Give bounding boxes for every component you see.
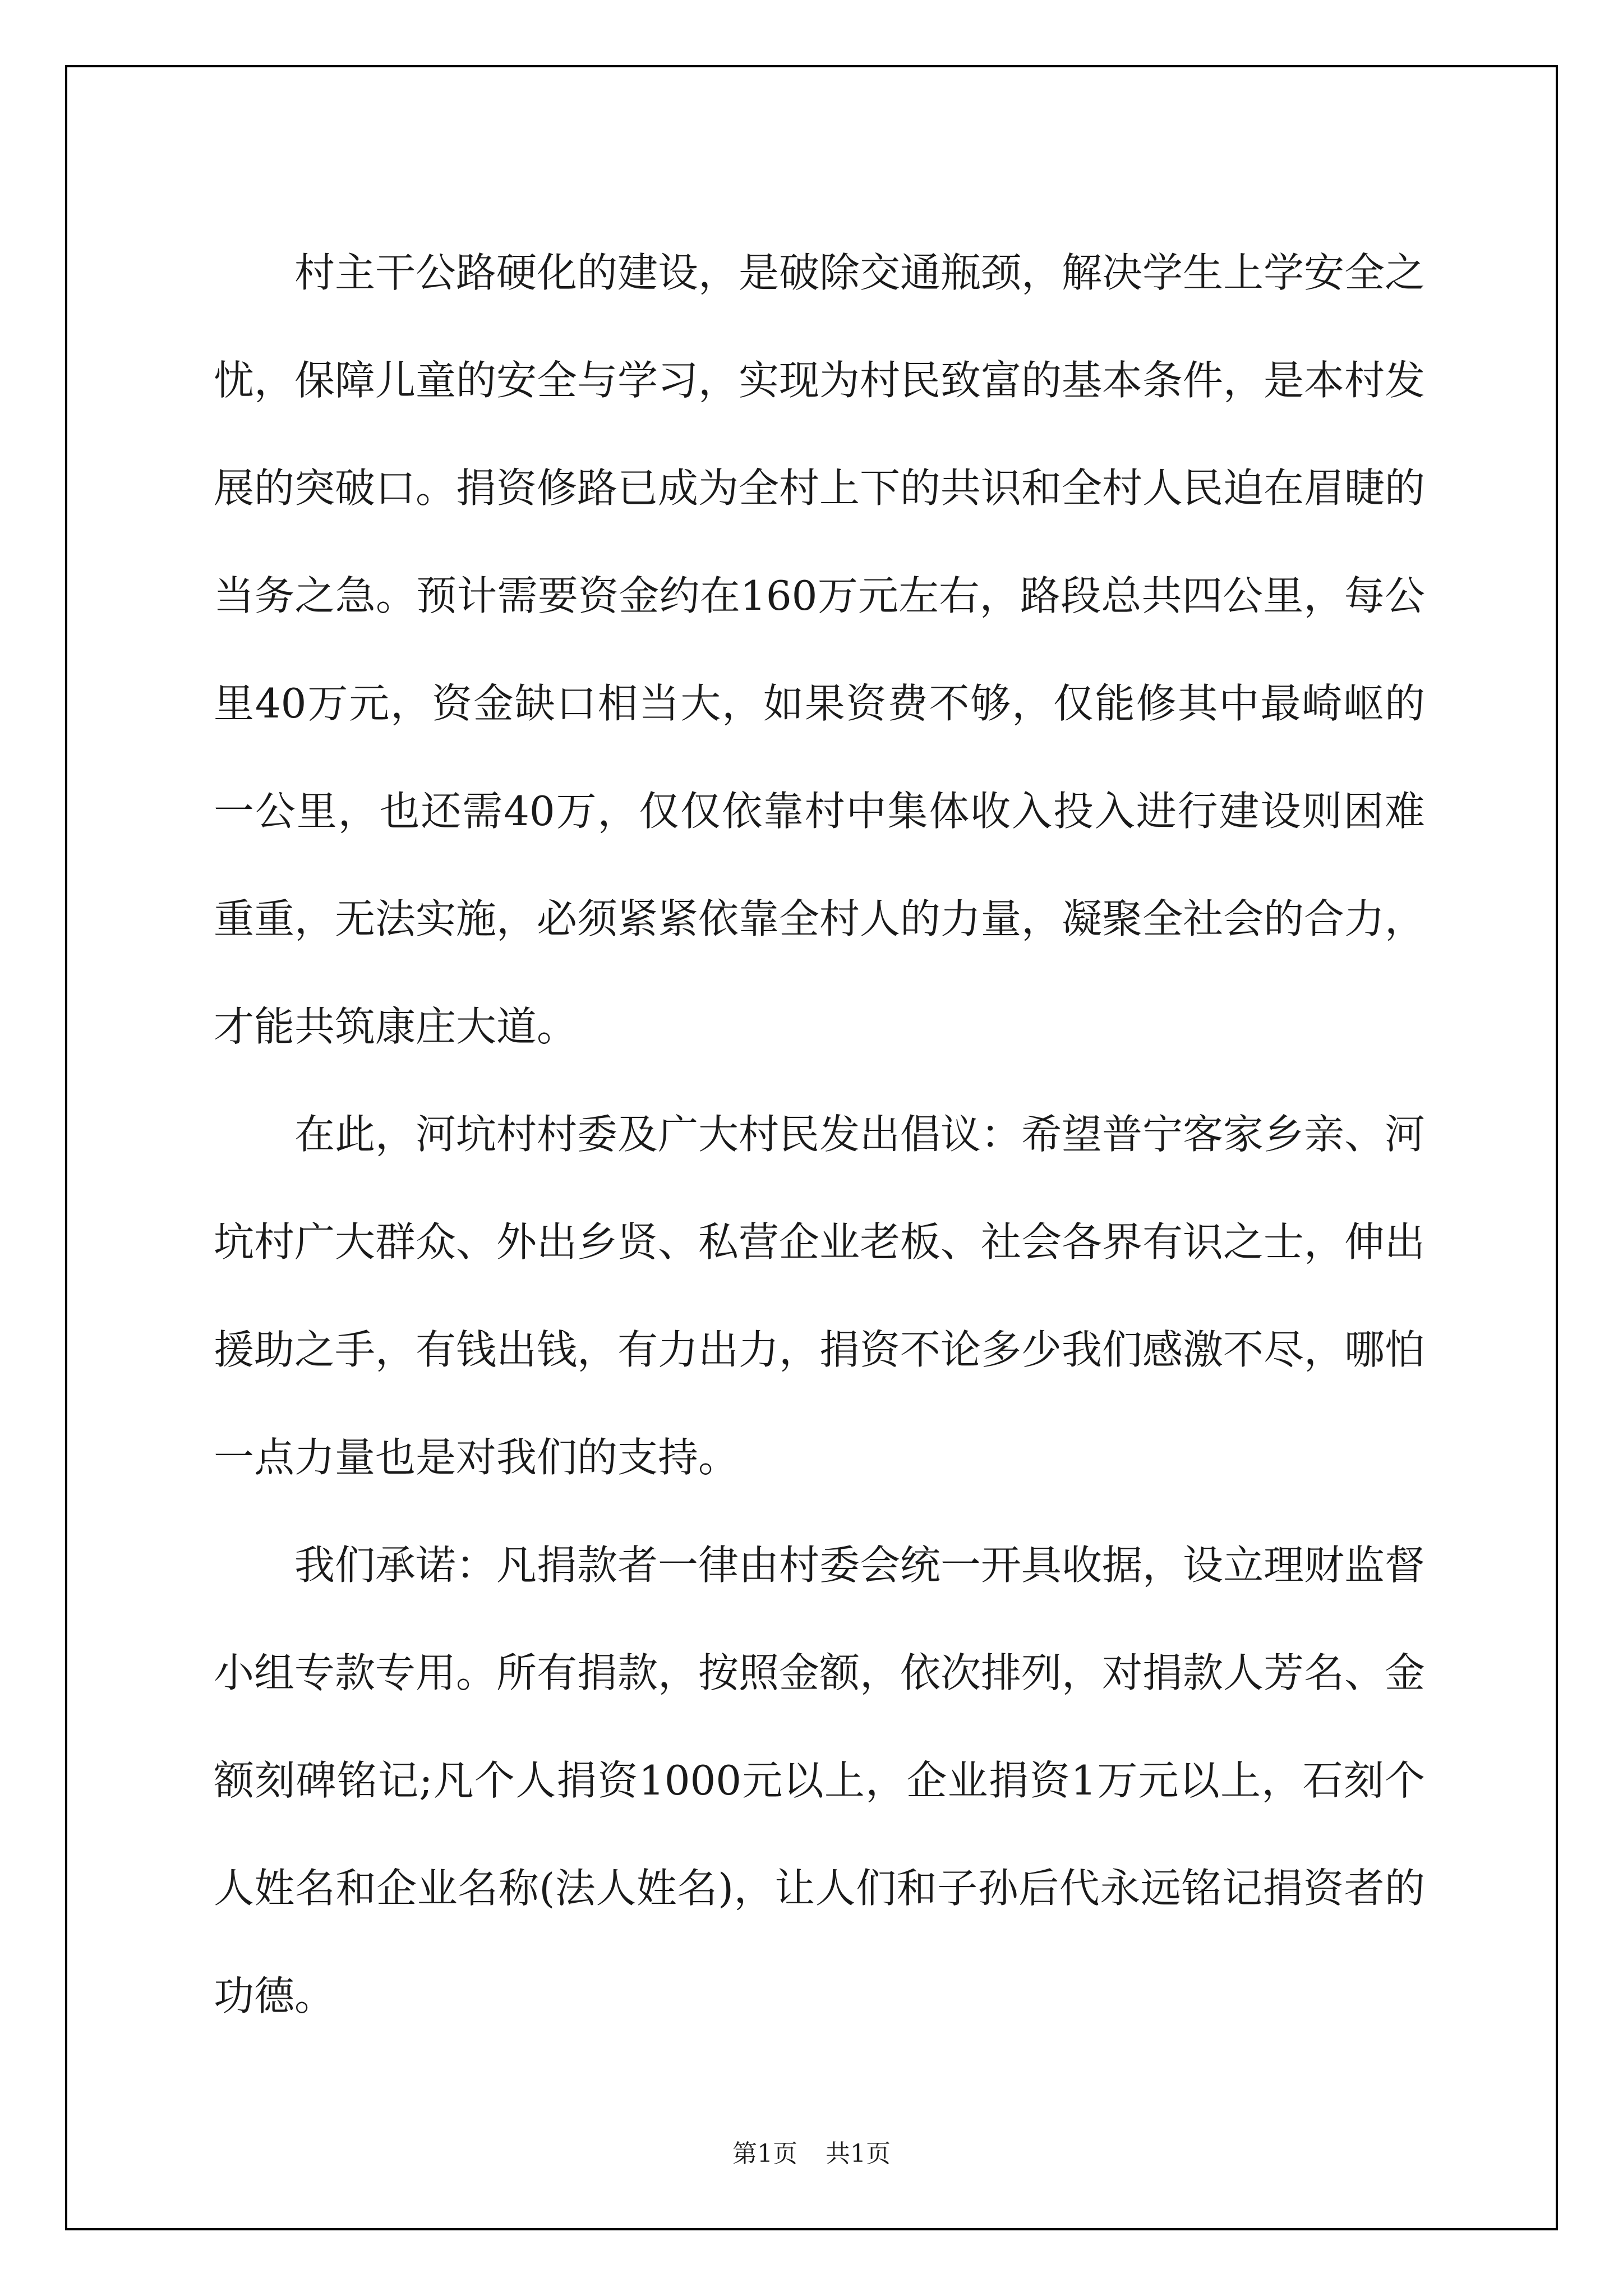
paragraph-road-construction: 村主干公路硬化的建设，是破除交通瓶颈，解决学生上学安全之忧，保障儿童的安全与学习，实现为村民致富的基本条件，是本村发展的突破口。捐资修路已成为全村上下的共识和全村人民迫在眉睫的当务之急。预计需要资金约在160万元左右，路段总共四公里，每公里40万元，资金缺口相当大，如果资费不够，仅能修其中最崎岖的一公里，也还需40万，仅仅依靠村中集体收入投入进行建设则困难重重，无法实施，必须紧紧依靠全村人的力量，凝聚全社会的合力，才能共筑康庄大道。 — [214, 249, 1426, 1050]
page-number: 第1页 — [732, 2139, 797, 2168]
paragraph-initiative: 在此，河坑村村委及广大村民发出倡议：希望普宁客家乡亲、河坑村广大群众、外出乡贤、私营企业老板、社会各界有识之士，伸出援助之手，有钱出钱，有力出力，捐资不论多少我们感激不尽，哪怕一点力量也是对我们的支持。 — [214, 1111, 1426, 1481]
document-body — [214, 219, 1425, 2050]
page-count: 共1页 — [826, 2139, 891, 2168]
paragraph-commitment: 我们承诺：凡捐款者一律由村委会统一开具收据，设立理财监督小组专款专用。所有捐款，按照金额，依次排列，对捐款人芳名、金额刻碑铭记;凡个人捐资1000元以上，企业捐资1万元以上，石刻个人姓名和企业名称(法人姓名)，让人们和子孙后代永远铭记捐资者的功德。 — [214, 1542, 1426, 2019]
page-footer — [0, 2137, 1623, 2171]
